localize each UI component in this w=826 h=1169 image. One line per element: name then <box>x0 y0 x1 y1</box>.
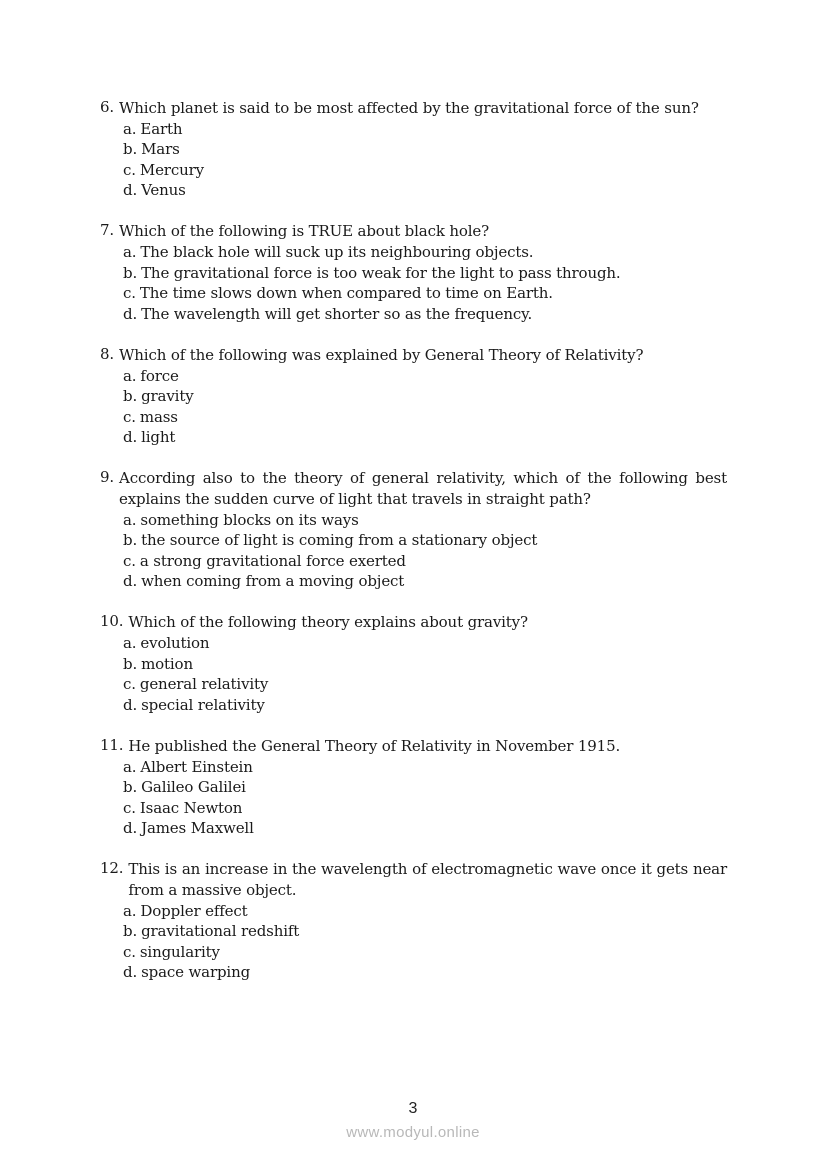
option-text: when coming from a moving object <box>141 572 405 591</box>
option-b <box>123 139 727 160</box>
option-letter: b. <box>123 922 138 941</box>
option-c <box>123 551 727 572</box>
option-list <box>100 119 727 201</box>
question-stem <box>100 612 727 633</box>
option-c <box>123 798 727 819</box>
option-letter: a. <box>123 901 137 920</box>
option-letter: a. <box>123 243 137 262</box>
option-a <box>123 901 727 922</box>
question-number: 12. <box>100 859 124 878</box>
option-letter: c. <box>123 942 136 961</box>
option-text: space warping <box>141 963 251 982</box>
question-number: 6. <box>100 98 115 116</box>
option-letter: d. <box>123 572 138 591</box>
option-letter: c. <box>123 160 136 179</box>
option-text: special relativity <box>141 695 265 714</box>
option-b <box>123 263 727 284</box>
option-letter: b. <box>123 778 138 797</box>
option-letter: d. <box>123 304 138 323</box>
option-letter: d. <box>123 181 138 200</box>
option-letter: b. <box>123 387 138 406</box>
watermark: www.modyul.online <box>346 1124 480 1141</box>
option-text: Mars <box>141 140 180 159</box>
question-text: Which of the following was explained by General Theory of Relativity? <box>119 345 644 364</box>
option-text: light <box>141 428 176 447</box>
option-list <box>100 757 727 839</box>
option-letter: b. <box>123 654 138 673</box>
option-d <box>123 962 727 983</box>
question-text: He published the General Theory of Relativity in November 1915. <box>128 736 621 755</box>
question-8 <box>100 345 727 448</box>
option-text: mass <box>139 407 178 426</box>
option-a <box>123 366 727 387</box>
option-letter: d. <box>123 695 138 714</box>
option-list <box>100 510 727 592</box>
option-text: evolution <box>140 634 210 653</box>
question-text: Which of the following theory explains about gravity? <box>128 613 528 632</box>
option-text: Earth <box>140 119 183 138</box>
question-text: Which of the following is TRUE about black hole? <box>119 222 490 241</box>
question-number: 10. <box>100 612 124 631</box>
option-letter: d. <box>123 428 138 447</box>
option-c <box>123 674 727 695</box>
option-text: James Maxwell <box>141 819 254 838</box>
option-d <box>123 571 727 592</box>
option-d <box>123 304 727 325</box>
option-text: The time slows down when compared to time on Earth. <box>139 284 553 303</box>
question-number: 9. <box>100 468 115 487</box>
page-number: 3 <box>408 1100 418 1117</box>
question-number: 11. <box>100 735 124 754</box>
option-text: gravity <box>141 387 194 406</box>
option-c <box>123 407 727 428</box>
option-d <box>123 818 727 839</box>
option-text: The wavelength will get shorter so as the frequency. <box>141 304 533 323</box>
option-letter: d. <box>123 819 138 838</box>
question-7 <box>100 221 727 324</box>
option-text: Isaac Newton <box>139 798 243 817</box>
question-stem <box>100 468 727 509</box>
question-6 <box>100 98 727 201</box>
question-11 <box>100 736 727 839</box>
option-letter: c. <box>123 407 136 426</box>
option-text: The black hole will suck up its neighbouring objects. <box>140 243 534 262</box>
option-letter: d. <box>123 963 138 982</box>
option-a <box>123 757 727 778</box>
option-text: force <box>140 366 179 385</box>
option-letter: a. <box>123 757 137 776</box>
option-letter: b. <box>123 263 138 282</box>
option-text: the source of light is coming from a stationary object <box>141 531 538 550</box>
option-text: singularity <box>139 942 220 961</box>
option-b <box>123 386 727 407</box>
option-a <box>123 510 727 531</box>
option-text: Galileo Galilei <box>141 778 246 797</box>
option-text: something blocks on its ways <box>140 510 359 529</box>
option-d <box>123 695 727 716</box>
option-letter: c. <box>123 551 136 570</box>
question-number: 8. <box>100 344 115 363</box>
option-letter: a. <box>123 119 137 138</box>
option-c <box>123 942 727 963</box>
option-list <box>100 901 727 983</box>
option-letter: a. <box>123 366 137 385</box>
option-text: Mercury <box>139 160 204 179</box>
option-text: general relativity <box>139 675 269 694</box>
question-number: 7. <box>100 221 115 240</box>
option-letter: c. <box>123 798 136 817</box>
option-b <box>123 921 727 942</box>
option-letter: c. <box>123 675 136 694</box>
option-text: Albert Einstein <box>140 757 253 776</box>
option-b <box>123 654 727 675</box>
option-a <box>123 119 727 140</box>
option-c <box>123 283 727 304</box>
question-stem <box>100 345 727 366</box>
question-stem <box>100 736 727 757</box>
option-letter: c. <box>123 284 136 303</box>
option-d <box>123 180 727 201</box>
option-b <box>123 530 727 551</box>
option-list <box>100 242 727 324</box>
option-letter: a. <box>123 510 137 529</box>
option-text: Venus <box>141 181 186 200</box>
option-text: gravitational redshift <box>141 922 300 941</box>
question-12 <box>100 859 727 983</box>
option-letter: a. <box>123 634 137 653</box>
option-text: The gravitational force is too weak for the light to pass through. <box>141 263 621 282</box>
question-text: According also to the theory of general relativity, which of the following best explains the sudden curve of light that travels in straight path? <box>119 469 727 508</box>
question-stem <box>100 859 727 900</box>
option-b <box>123 777 727 798</box>
option-text: Doppler effect <box>140 901 248 920</box>
option-a <box>123 242 727 263</box>
question-text: This is an increase in the wavelength of electromagnetic wave once it gets near from a massive object. <box>128 860 727 899</box>
option-d <box>123 427 727 448</box>
option-text: a strong gravitational force exerted <box>139 551 406 570</box>
option-text: motion <box>141 654 193 673</box>
question-text: Which planet is said to be most affected by the gravitational force of the sun? <box>119 99 699 117</box>
question-stem <box>100 98 727 119</box>
option-a <box>123 633 727 654</box>
question-list <box>100 98 727 1003</box>
question-10 <box>100 612 727 715</box>
option-list <box>100 633 727 715</box>
question-stem <box>100 221 727 242</box>
option-letter: b. <box>123 531 138 550</box>
option-list <box>100 366 727 448</box>
option-c <box>123 160 727 181</box>
question-9 <box>100 468 727 592</box>
option-letter: b. <box>123 140 138 159</box>
